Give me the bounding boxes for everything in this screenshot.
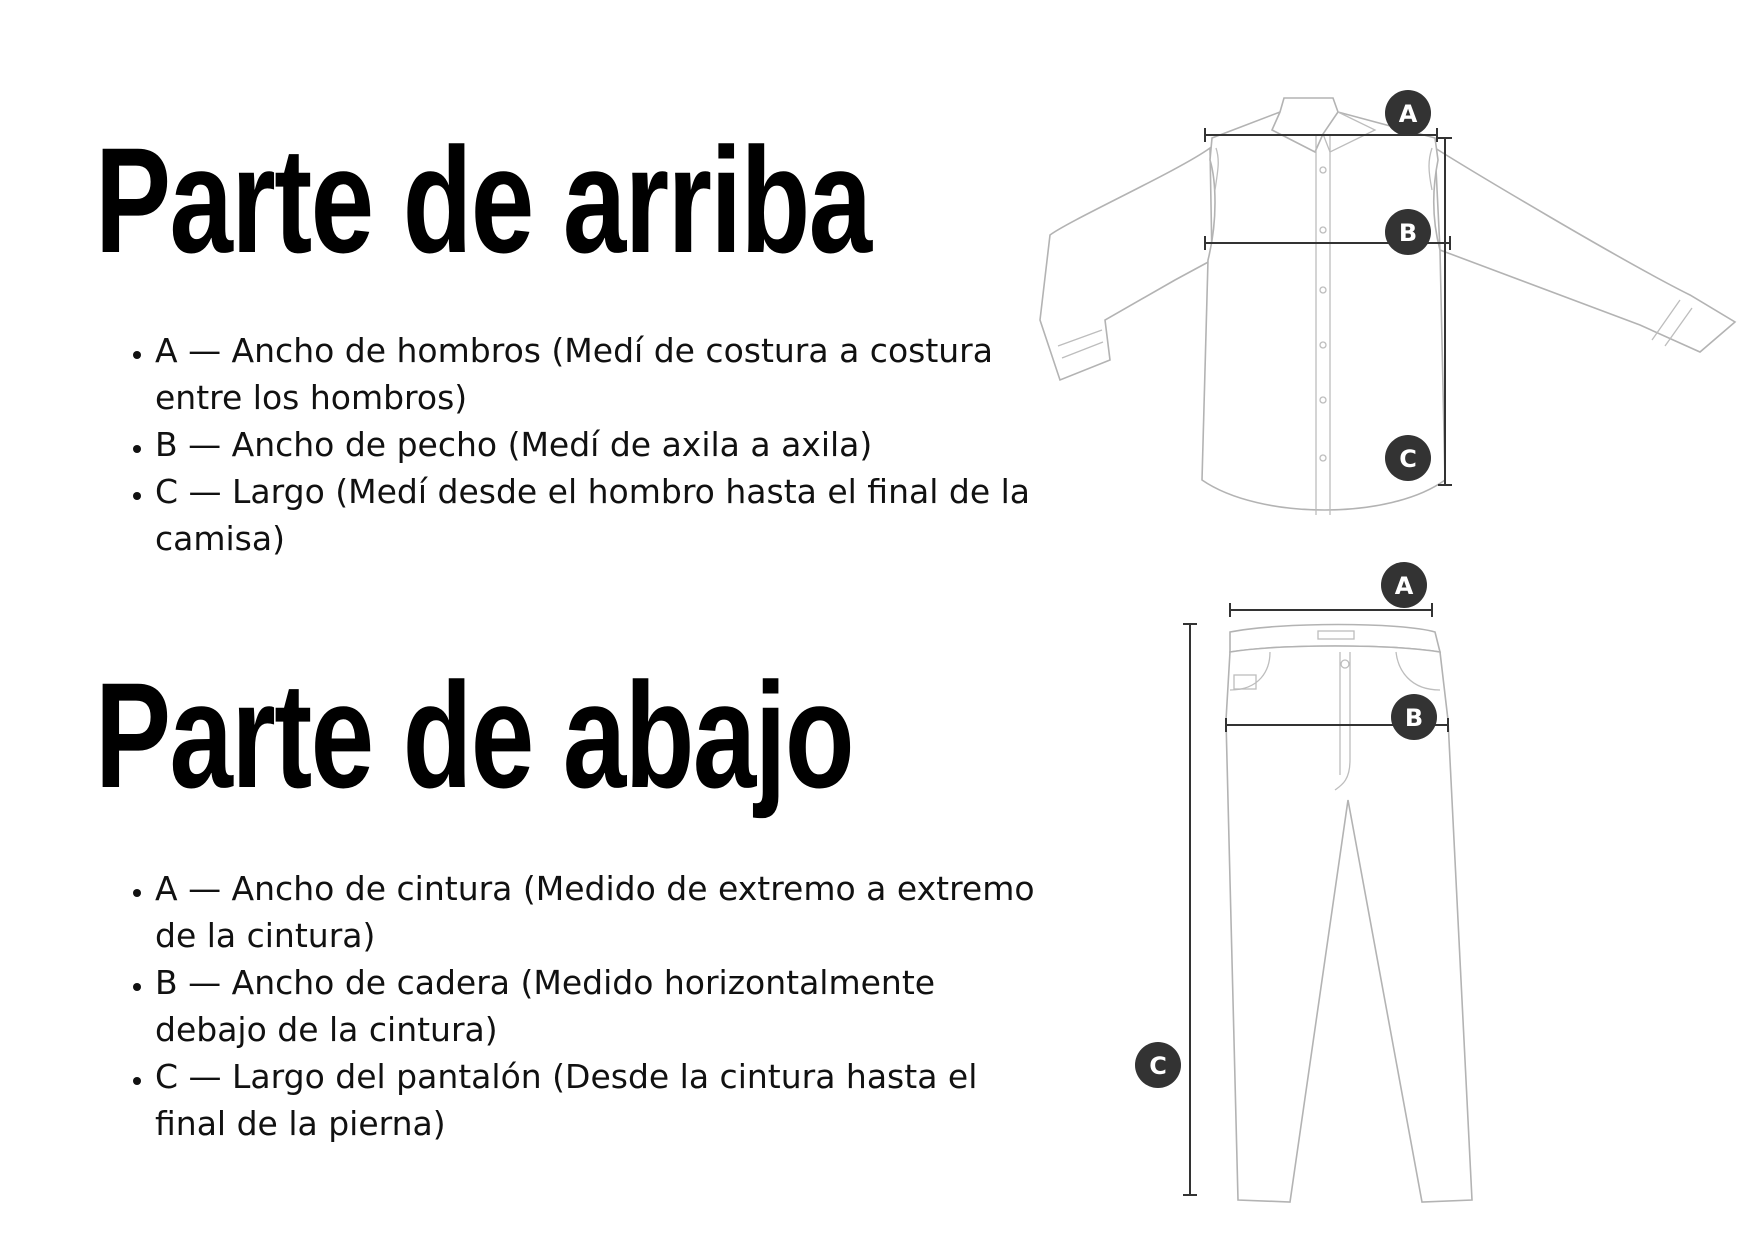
- list-item: • C — Largo del pantalón (Desde la cintura hasta el final de la pierna): [155, 1053, 1035, 1147]
- list-item: • B — Ancho de cadera (Medido horizontalmente debajo de la cintura): [155, 959, 1035, 1053]
- shirt-left-sleeve: [1040, 148, 1212, 380]
- shirt-diagram-icon: [1040, 90, 1740, 530]
- badge-a-shirt: [1385, 90, 1431, 136]
- section-bottom: [95, 651, 1035, 1147]
- list-item: • A — Ancho de cintura (Medido de extremo a extremo de la cintura): [155, 865, 1035, 959]
- shirt-right-sleeve: [1435, 148, 1735, 352]
- measurement-list-top: [95, 327, 1035, 562]
- svg-text:B: B: [1404, 704, 1424, 732]
- list-item: • A — Ancho de hombros (Medí de costura a costura entre los hombros): [155, 327, 1035, 421]
- svg-text:A: A: [1394, 572, 1414, 600]
- pants-legs: [1226, 646, 1472, 1202]
- section-title-bottom: Parte de abajo: [95, 651, 854, 819]
- badge-b-pants: [1391, 694, 1437, 740]
- svg-text:A: A: [1398, 100, 1418, 128]
- section-top: [95, 116, 1035, 562]
- list-item: • C — Largo (Medí desde el hombro hasta el final de la camisa): [155, 468, 1035, 562]
- svg-text:C: C: [1149, 1052, 1167, 1080]
- badge-b-shirt: [1385, 209, 1431, 255]
- list-item: • B — Ancho de pecho (Medí de axila a axila): [155, 421, 1035, 468]
- badge-c-pants: [1135, 1042, 1181, 1088]
- badge-a-pants: [1381, 562, 1427, 608]
- section-title-top: Parte de arriba: [95, 116, 871, 284]
- svg-text:C: C: [1399, 445, 1417, 473]
- svg-text:B: B: [1398, 219, 1418, 247]
- pants-diagram-icon: [1130, 560, 1510, 1230]
- badge-c-shirt: [1385, 435, 1431, 481]
- measurement-list-bottom: [95, 865, 1035, 1147]
